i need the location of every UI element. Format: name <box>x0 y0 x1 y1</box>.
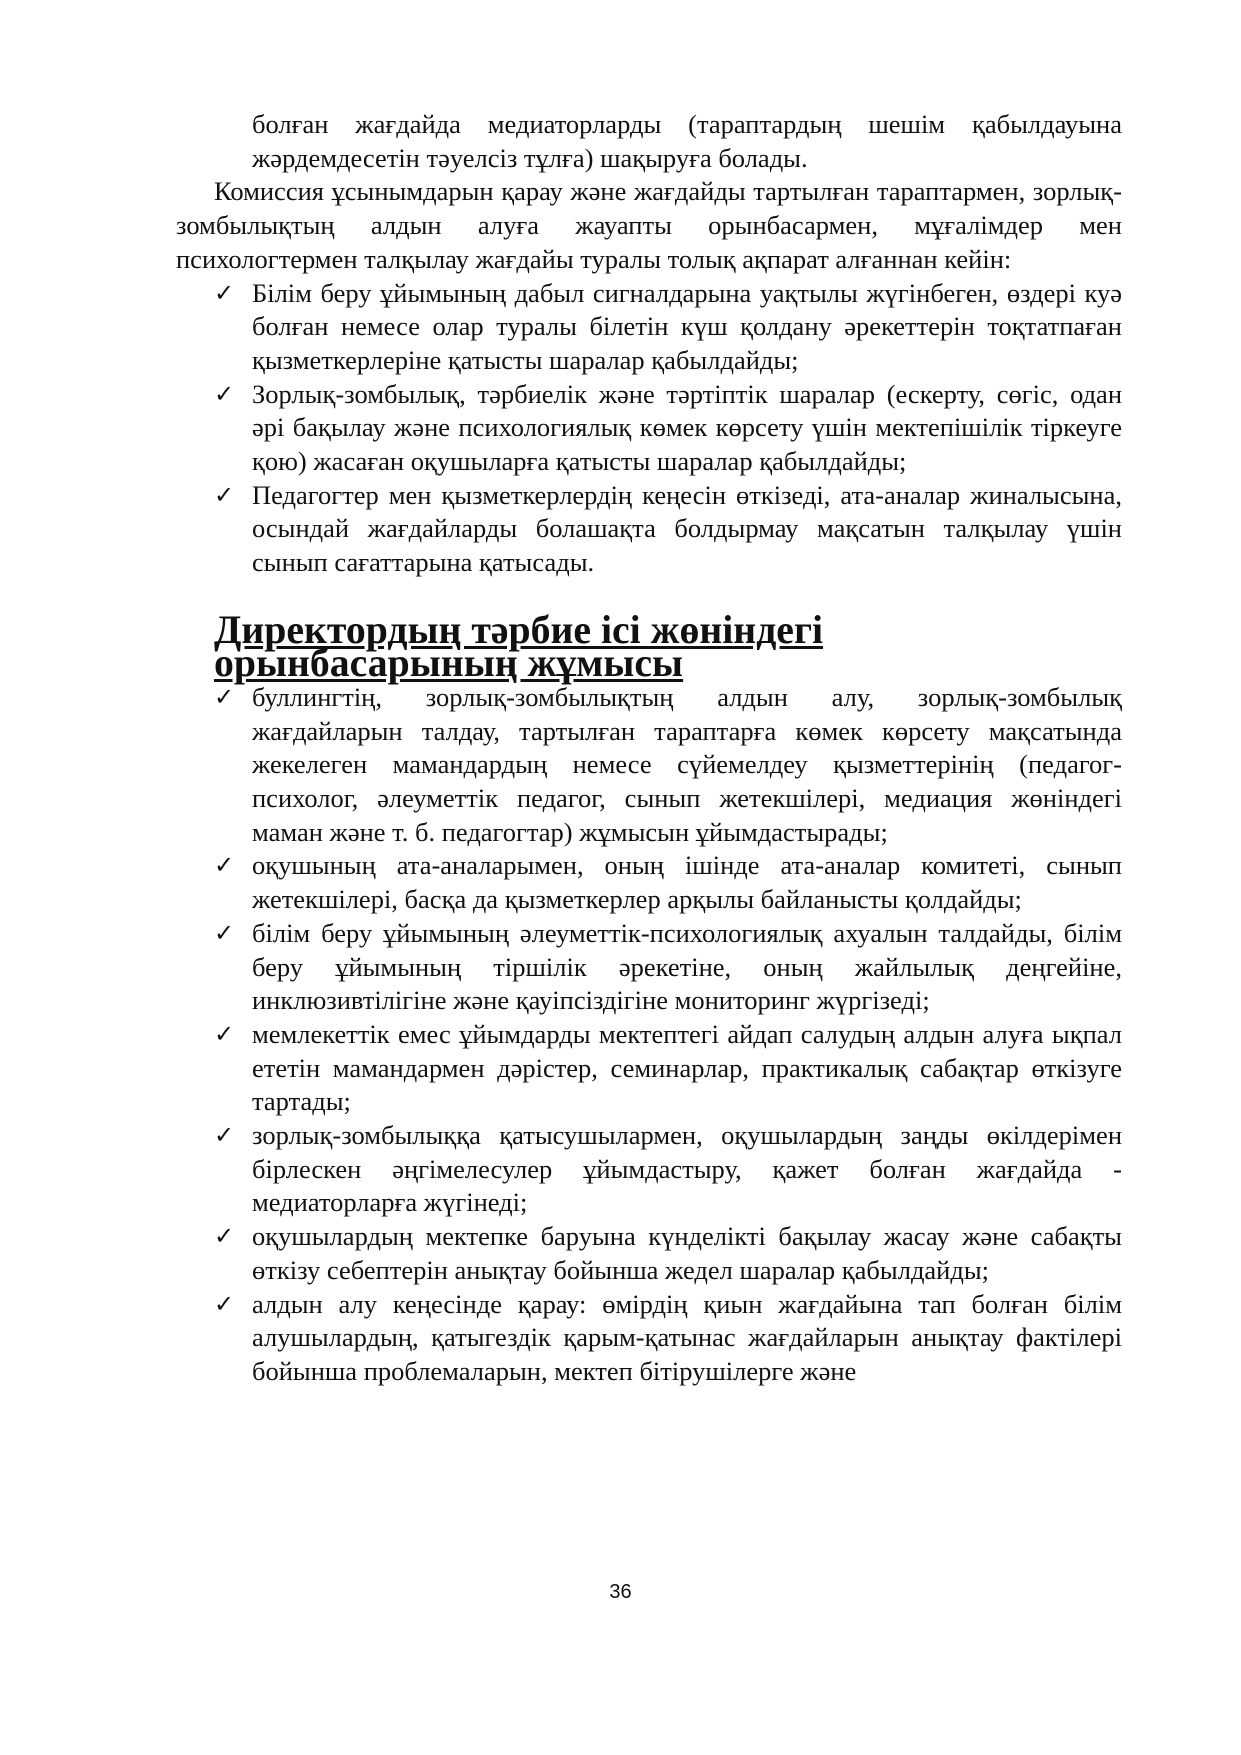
list-item <box>176 1220 1122 1287</box>
continuation-paragraph: болған жағдайда медиаторларды (тараптардың шешім қабылдауына жәрдемдесетін тәуелсіз тұлға) шақыруға болады. <box>252 109 1122 173</box>
page-number: 36 <box>609 1581 632 1603</box>
list-item <box>176 1288 1122 1389</box>
list-item <box>176 1119 1122 1220</box>
deputy-duties-list <box>176 681 1122 1389</box>
checkmark-icon: ✓ <box>214 1019 235 1048</box>
list-item-text: Педагогтер мен қызметкерлердің кеңесін өткізеді, ата-аналар жиналысына, осындай жағдайларды болашақта болдырмау мақсатын талқылау үшін сынып сағаттарына қатысады. <box>252 479 1122 578</box>
checkmark-icon: ✓ <box>214 1289 235 1318</box>
list-item-text: Білім беру ұйымының дабыл сигналдарына уақтылы жүгінбеген, өздері куә болған немесе олар туралы білетін күш қолдану әрекеттерін тоқтатпаған қызметкерлеріне қатысты шаралар қабылдайды; <box>252 277 1122 375</box>
checkmark-icon: ✓ <box>214 851 235 880</box>
list-item-text: оқушының ата-аналарымен, оның ішінде ата-аналар комитеті, сынып жетекшілері, басқа да қызметкерлер арқылы байланысты қолдайды; <box>252 850 1122 915</box>
checkmark-icon: ✓ <box>214 1121 235 1150</box>
checkmark-icon: ✓ <box>214 918 235 947</box>
checkmark-icon: ✓ <box>214 480 235 509</box>
list-item-text: Зорлық-зомбылық, тәрбиелік және тәртіптік шаралар (ескерту, сөгіс, одан әрі бақылау және психологиялық көмек көрсету үшін мектепішілік тіркеуге қою) жасаған оқушыларға қатысты шаралар қабылдайды; <box>252 378 1122 477</box>
list-item <box>176 277 1122 378</box>
checkmark-icon: ✓ <box>214 379 235 408</box>
checkmark-icon: ✓ <box>214 278 235 307</box>
list-item-text: алдын алу кеңесінде қарау: өмірдің қиын жағдайына тап болған білім алушылардың, қатыгездік қарым-қатынас жағдайларын анықтау фактілері бойынша проблемаларын, мектеп бітірушілерге және <box>252 1288 1122 1386</box>
list-item <box>176 917 1122 1018</box>
list-item-text: зорлық-зомбылыққа қатысушылармен, оқушылардың заңды өкілдерімен бірлескен әңгімелесулер ұйымдастыру, қажет болған жағдайда - медиаторларға жүгінеді; <box>252 1120 1122 1218</box>
list-item-text: мемлекеттік емес ұйымдарды мектептегі айдап салудың алдын алуға ықпал ететін мамандармен дәрістер, семинарлар, практикалық сабақтар өткізуге тартады; <box>252 1018 1122 1117</box>
page-content <box>176 108 1122 1389</box>
commission-paragraph: Комиссия ұсынымдарын қарау және жағдайды тартылған тараптармен, зорлық-зомбылықтың алдын алуға жауапты орынбасармен, мұғалімдер мен психологтермен талқылау жағдайы туралы толық ақпарат алғаннан кейін: <box>176 176 1122 274</box>
checkmark-icon: ✓ <box>214 682 235 711</box>
section-heading: Директордың тәрбие ісі жөніндегі орынбасарының жұмысы <box>214 607 824 686</box>
list-item-text: оқушылардың мектепке баруына күнделікті бақылау жасау және сабақты өткізу себептерін анықтау бойынша жедел шаралар қабылдайды; <box>252 1221 1122 1285</box>
list-item <box>176 1018 1122 1119</box>
list-item <box>176 479 1122 580</box>
list-item-text: буллингтің, зорлық-зомбылықтың алдын алу, зорлық-зомбылық жағдайларын талдау, тартылған тараптарға көмек көрсету мақсатында жекелеген мамандардың немесе сүйемелдеу қызметтерінің (педагог-психолог, әлеуметтік педагог, сынып жетекшілері, медиация жөніндегі маман және т. б. педагогтар) жұмысын ұйымдастырады; <box>252 681 1122 847</box>
list-item-text: білім беру ұйымының әлеуметтік-психологиялық ахуалын талдайды, білім беру ұйымының тіршілік әрекетіне, оның жайлылық деңгейіне, инклюзивтілігіне және қауіпсіздігіне мониторинг жүргізеді; <box>252 917 1122 1016</box>
list-item <box>176 849 1122 916</box>
checkmark-icon: ✓ <box>214 1222 235 1251</box>
commission-list <box>176 277 1122 580</box>
list-item <box>176 378 1122 479</box>
list-item <box>176 681 1122 850</box>
